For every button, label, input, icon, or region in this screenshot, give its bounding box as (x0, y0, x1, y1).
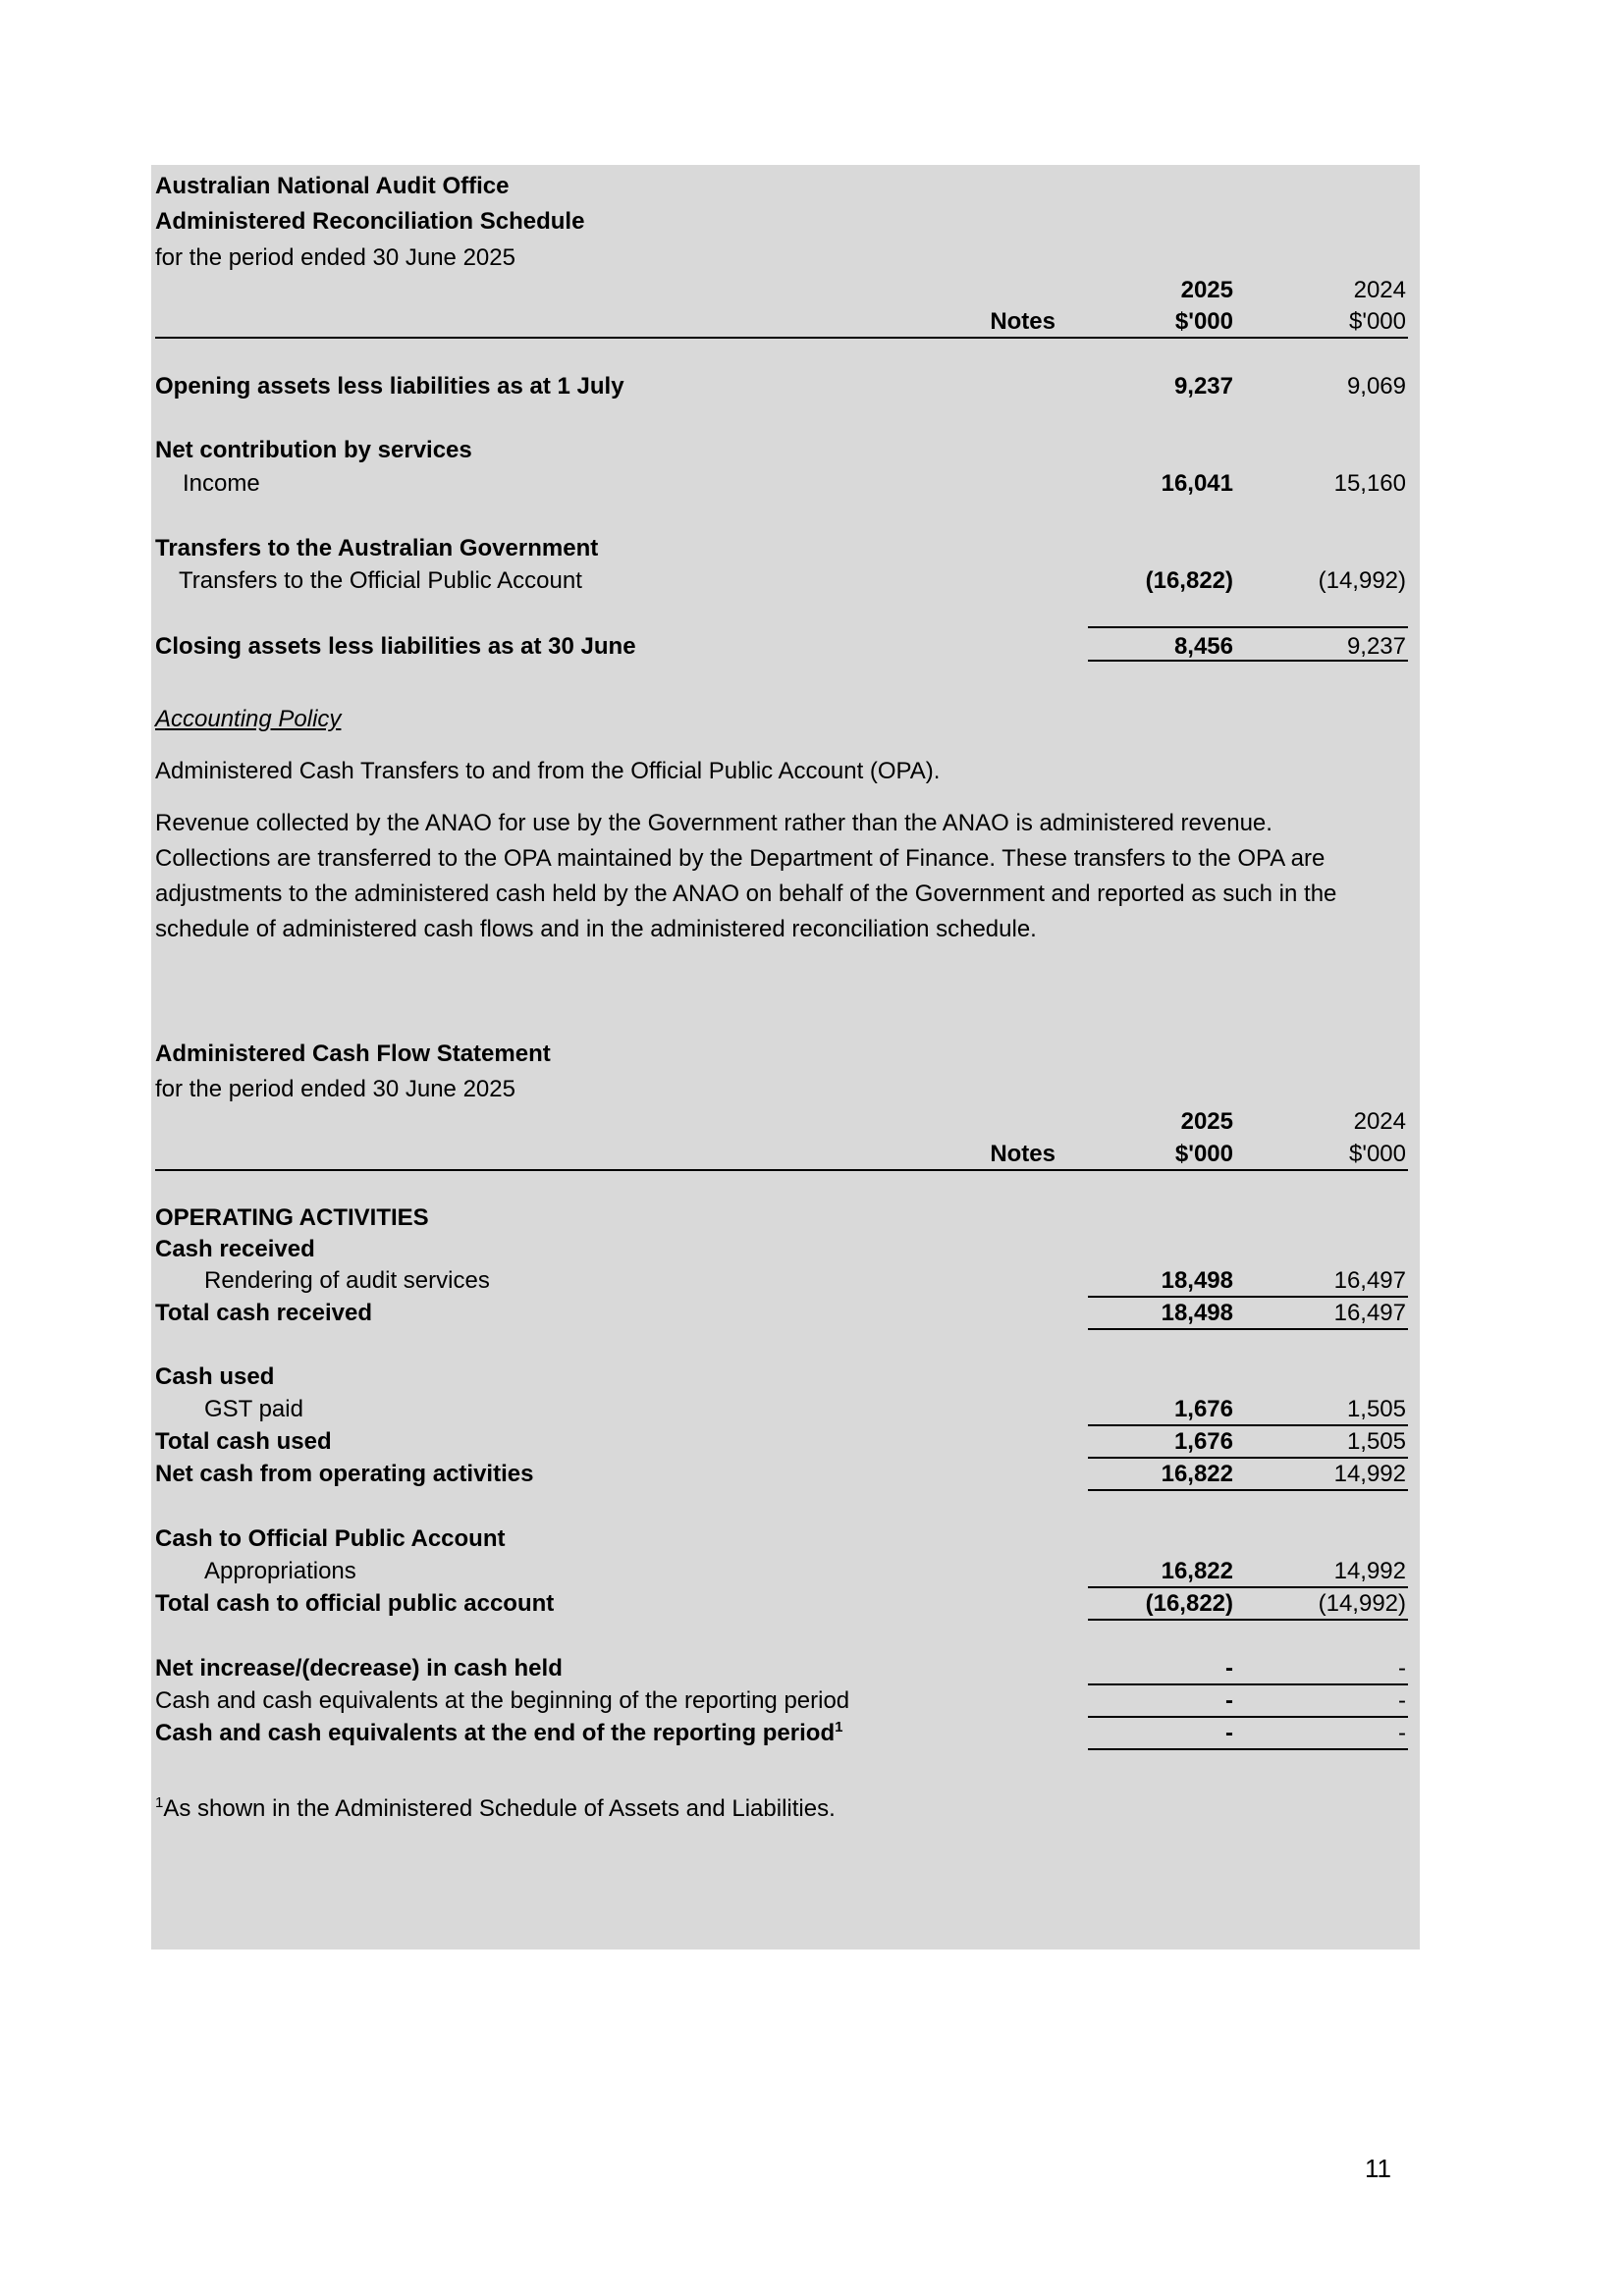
appropriations-label: Appropriations (204, 1558, 356, 1584)
gst-2024: 1,505 (1346, 1396, 1406, 1422)
begin-2025: - (1225, 1687, 1233, 1714)
policy-para-1: Administered Cash Transfers to and from the Official Public Account (OPA). (155, 758, 941, 784)
policy-para-2-line: schedule of administered cash flows and in the administered reconciliation schedule. (155, 916, 1037, 942)
net-operating-2024: 14,992 (1333, 1461, 1406, 1487)
cashflow-period: for the period ended 30 June 2025 (155, 1076, 515, 1102)
net-operating-label: Net cash from operating activities (155, 1461, 534, 1487)
cash-used-heading: Cash used (155, 1363, 275, 1390)
policy-para-2-line: Revenue collected by the ANAO for use by the Government rather than the ANAO is administered revenue. (155, 810, 1272, 836)
closing-bottom-rule (1088, 660, 1408, 662)
col-2024-unit: $'000 (1349, 308, 1406, 335)
end-label (155, 1719, 842, 1748)
opening-2024: 9,069 (1346, 373, 1406, 400)
total-received-2024: 16,497 (1333, 1300, 1406, 1326)
rendering-label: Rendering of audit services (204, 1267, 490, 1294)
header-rule (155, 337, 1408, 339)
cf-col-notes: Notes (990, 1141, 1056, 1167)
cf-col-2025-unit: $'000 (1174, 1141, 1233, 1167)
rendering-2025: 18,498 (1161, 1267, 1233, 1294)
footnote-text: As shown in the Administered Schedule of Assets and Liabilities. (163, 1795, 836, 1822)
transfers-label: Transfers to the Official Public Account (179, 567, 582, 594)
closing-2025: 8,456 (1173, 633, 1233, 660)
net-contribution-heading: Net contribution by services (155, 437, 472, 463)
policy-para-2-line: Collections are transferred to the OPA maintained by the Department of Finance. These transfers to the OPA are (155, 845, 1326, 872)
end-rule (1088, 1748, 1408, 1750)
schedule-title: Administered Reconciliation Schedule (155, 208, 585, 235)
policy-para-2 (155, 806, 1412, 947)
begin-2024: - (1398, 1687, 1406, 1714)
opening-label: Opening assets less liabilities as at 1 July (155, 373, 624, 400)
net-increase-rule (1088, 1683, 1408, 1685)
begin-rule (1088, 1716, 1408, 1718)
rendering-rule (1088, 1296, 1408, 1298)
total-opa-2024: (14,992) (1318, 1590, 1406, 1617)
net-increase-label: Net increase/(decrease) in cash held (155, 1655, 563, 1682)
footnote (155, 1794, 836, 1824)
total-opa-label: Total cash to official public account (155, 1590, 555, 1617)
opa-heading: Cash to Official Public Account (155, 1525, 506, 1552)
appropriations-rule (1088, 1586, 1408, 1588)
footnote-marker: 1 (835, 1719, 843, 1735)
total-received-rule (1088, 1328, 1408, 1330)
end-2025: - (1225, 1720, 1233, 1746)
cashflow-title: Administered Cash Flow Statement (155, 1041, 551, 1067)
income-label: Income (183, 470, 260, 497)
total-used-rule (1088, 1457, 1408, 1459)
closing-label: Closing assets less liabilities as at 30 June (155, 633, 636, 660)
begin-label: Cash and cash equivalents at the beginning of the reporting period (155, 1687, 850, 1714)
total-opa-2025: (16,822) (1145, 1590, 1233, 1617)
cf-col-2024-unit: $'000 (1349, 1141, 1406, 1167)
net-increase-2024: - (1398, 1655, 1406, 1682)
cf-col-2024-year: 2024 (1353, 1108, 1406, 1135)
cf-col-2025-year: 2025 (1180, 1108, 1233, 1135)
net-increase-2025: - (1225, 1655, 1233, 1682)
policy-heading: Accounting Policy (155, 706, 342, 732)
total-opa-rule (1088, 1619, 1408, 1621)
appropriations-2024: 14,992 (1333, 1558, 1406, 1584)
cf-header-rule (155, 1169, 1408, 1171)
transfers-2024: (14,992) (1318, 567, 1406, 594)
policy-para-2-line: adjustments to the administered cash held by the ANAO on behalf of the Government and reported as such in the (155, 881, 1337, 907)
closing-top-rule (1088, 626, 1408, 628)
total-received-label: Total cash received (155, 1300, 372, 1326)
net-operating-rule (1088, 1489, 1408, 1491)
footnote-number: 1 (155, 1794, 164, 1811)
transfers-2025: (16,822) (1145, 567, 1233, 594)
opening-2025: 9,237 (1173, 373, 1233, 400)
income-2025: 16,041 (1161, 470, 1233, 497)
total-received-2025: 18,498 (1161, 1300, 1233, 1326)
end-label-text: Cash and cash equivalents at the end of the reporting period (155, 1720, 836, 1746)
page-number: 11 (1365, 2154, 1391, 2183)
col-notes: Notes (990, 308, 1056, 335)
operating-heading: OPERATING ACTIVITIES (155, 1204, 429, 1231)
cash-received-heading: Cash received (155, 1236, 315, 1262)
total-used-label: Total cash used (155, 1428, 332, 1455)
transfers-heading: Transfers to the Australian Government (155, 535, 599, 561)
net-operating-2025: 16,822 (1161, 1461, 1233, 1487)
org-name: Australian National Audit Office (155, 173, 510, 199)
closing-2024: 9,237 (1346, 633, 1406, 660)
rendering-2024: 16,497 (1333, 1267, 1406, 1294)
col-2025-year: 2025 (1180, 277, 1233, 303)
gst-2025: 1,676 (1173, 1396, 1233, 1422)
end-2024: - (1398, 1720, 1406, 1746)
gst-rule (1088, 1424, 1408, 1426)
col-2025-unit: $'000 (1174, 308, 1233, 335)
total-used-2024: 1,505 (1346, 1428, 1406, 1455)
total-used-2025: 1,676 (1173, 1428, 1233, 1455)
schedule-period: for the period ended 30 June 2025 (155, 244, 515, 271)
appropriations-2025: 16,822 (1161, 1558, 1233, 1584)
col-2024-year: 2024 (1353, 277, 1406, 303)
income-2024: 15,160 (1333, 470, 1406, 497)
gst-label: GST paid (204, 1396, 303, 1422)
